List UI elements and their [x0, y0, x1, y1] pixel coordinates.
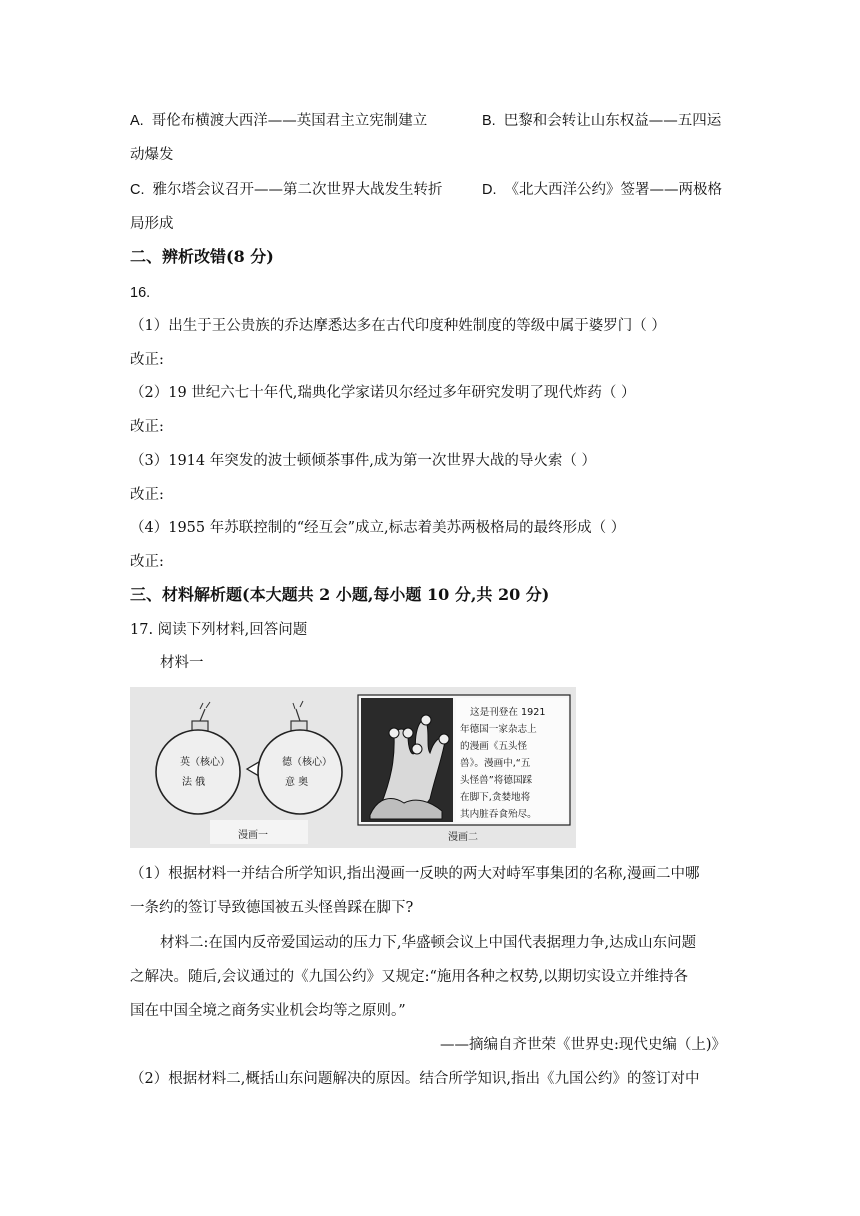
cartoon-two-text-line: 的漫画《五头怪	[460, 741, 528, 752]
q16-item-1: （1）出生于王公贵族的乔达摩悉达多在古代印度种姓制度的等级中属于婆罗门（ ）	[130, 318, 666, 334]
section-2-title: 二、辨析改错(8 分)	[130, 247, 274, 266]
cartoon-one-caption: 漫画一	[238, 830, 268, 841]
cartoon-two-text-line: 在脚下,贪婪地将	[460, 792, 531, 803]
q17-subquestion-1-line-2: 一条约的签订导致德国被五头怪兽踩在脚下?	[130, 900, 414, 916]
bomb-icon	[156, 730, 240, 814]
material-2-line-2: 之解决。随后,会议通过的《九国公约》又规定:“施用各种之权势,以期切实设立并维持各	[130, 969, 689, 985]
q16-item-4: （4）1955 年苏联控制的“经互会”成立,标志着美苏两极格局的最终形成（ ）	[130, 520, 626, 536]
material-2-source: ——摘编自齐世荣《世界史:现代史编（上)》	[439, 1037, 726, 1053]
q16-correction-3: 改正:	[130, 487, 164, 503]
q16-correction-4: 改正:	[130, 554, 164, 570]
cartoon-two-text-line: 这是刊登在 1921	[470, 707, 546, 718]
option-a-label: A.	[130, 113, 144, 129]
option-b-text: 巴黎和会转让山东权益——五四运	[503, 113, 722, 129]
material-2-line-3: 国在中国全境之商务实业机会均等之原则。”	[130, 1003, 406, 1019]
option-d-text: 《北大西洋公约》签署——两极格	[504, 182, 722, 198]
q17-subquestion-2-line-1: （2）根据材料二,概括山东问题解决的原因。结合所学知识,指出《九国公约》的签订对中	[130, 1071, 700, 1087]
option-c	[130, 180, 443, 200]
cartoon-figure	[130, 687, 576, 848]
q16-correction-2: 改正:	[130, 419, 164, 435]
cartoon-figure-svg	[130, 687, 576, 848]
option-d	[482, 180, 722, 200]
q17-subquestion-1-line-1: （1）根据材料一并结合所学知识,指出漫画一反映的两大对峙军事集团的名称,漫画二中哪	[130, 866, 700, 882]
bomb1-top-label: 英（核心）	[180, 757, 230, 768]
q16-correction-1: 改正:	[130, 352, 164, 368]
bomb-icon	[258, 730, 342, 814]
option-a	[130, 111, 427, 131]
q16-item-3: （3）1914 年突发的波士顿倾茶事件,成为第一次世界大战的导火索（ ）	[130, 453, 596, 469]
question-16-number: 16.	[130, 285, 151, 301]
option-c-text: 雅尔塔会议召开——第二次世界大战发生转折	[152, 182, 443, 198]
option-c-label: C.	[130, 182, 145, 198]
cartoon-two-text-line: 兽》。漫画中,“五	[460, 758, 531, 769]
option-b-label: B.	[482, 113, 496, 129]
cartoon-two	[358, 695, 570, 843]
cartoon-two-text-line: 年德国一家杂志上	[460, 724, 537, 735]
option-a-text: 哥伦布横渡大西洋——英国君主立宪制建立	[151, 113, 428, 129]
cartoon-two-text-line: 头怪兽”将德国踩	[460, 775, 533, 786]
bomb2-bottom-label: 意 奥	[285, 777, 309, 788]
option-b-continuation: 动爆发	[130, 147, 174, 163]
option-d-continuation: 局形成	[130, 216, 174, 232]
cartoon-two-text-line: 其内脏吞食殆尽。	[460, 809, 537, 820]
section-3-title: 三、材料解析题(本大题共 2 小题,每小题 10 分,共 20 分)	[130, 585, 550, 604]
cartoon-two-caption: 漫画二	[448, 832, 478, 843]
bomb2-top-label: 德（核心）	[282, 757, 332, 768]
q16-item-2: （2）19 世纪六七十年代,瑞典化学家诺贝尔经过多年研究发明了现代炸药（ ）	[130, 385, 636, 401]
bomb1-bottom-label: 法 俄	[182, 777, 206, 788]
material-2-line-1: 材料二:在国内反帝爱国运动的压力下,华盛顿会议上中国代表据理力争,达成山东问题	[160, 935, 697, 951]
option-d-label: D.	[482, 182, 497, 198]
option-b	[482, 111, 721, 131]
material-1-title: 材料一	[160, 655, 204, 671]
question-17-prompt: 17. 阅读下列材料,回答问题	[130, 622, 308, 638]
